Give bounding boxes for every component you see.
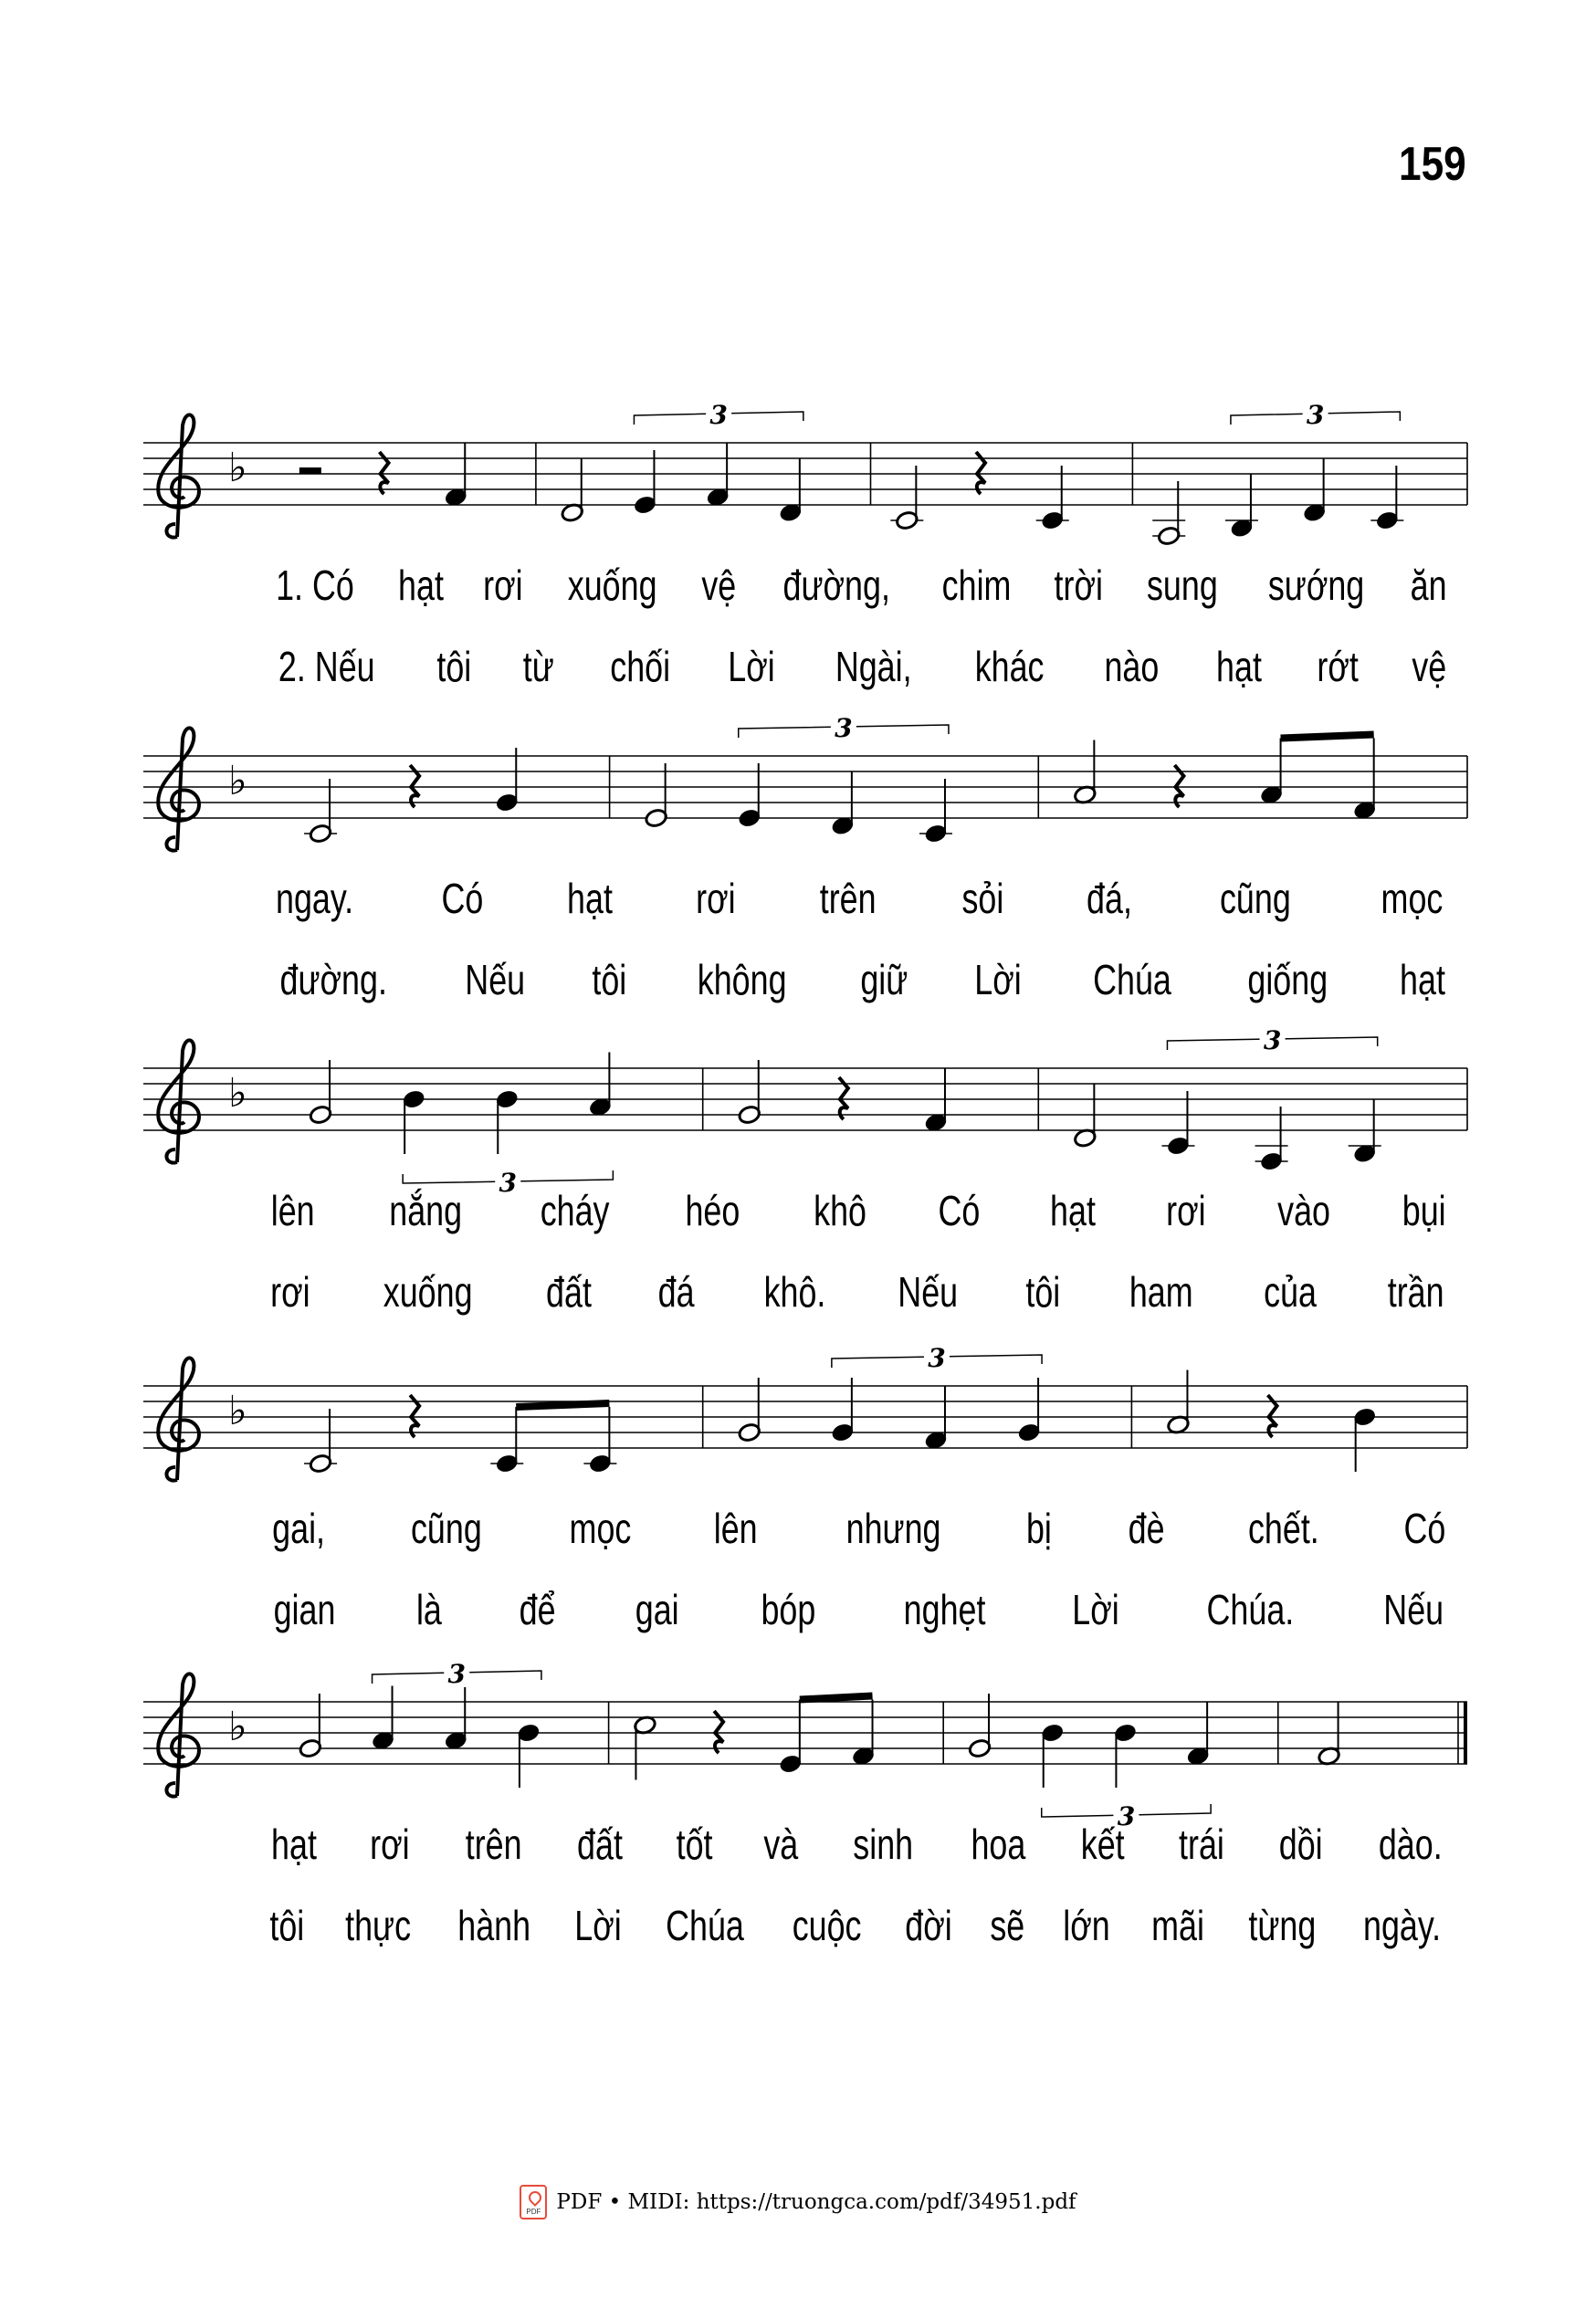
lyric-line-verse-2 — [265, 641, 1452, 692]
lyric-word: để — [519, 1586, 556, 1633]
lyric-line-verse-2 — [265, 1266, 1452, 1317]
staff-system — [143, 1656, 1467, 1831]
lyric-word: từ — [522, 643, 554, 690]
lyric-word: xuống — [567, 561, 657, 609]
triplet-number: 3 — [928, 1343, 946, 1373]
lyric-word: sung — [1147, 561, 1218, 609]
lyric-word: không — [698, 956, 788, 1003]
triplet-number: 3 — [447, 1659, 466, 1689]
lyric-word: đường. — [279, 956, 387, 1003]
lyric-word: khô. — [763, 1268, 825, 1316]
lyric-word: vệ — [700, 561, 736, 609]
flat-key-signature-icon: ♭ — [228, 1070, 247, 1117]
treble-clef-icon — [158, 1358, 199, 1480]
lyric-word: rơi — [1166, 1187, 1206, 1234]
staff-system — [143, 1340, 1467, 1481]
lyric-word: giống — [1247, 956, 1328, 1003]
lyric-word: dào. — [1379, 1821, 1444, 1868]
lyric-line-verse-2 — [265, 1584, 1452, 1635]
eighth-beam — [1281, 735, 1374, 739]
lyric-word: bóp — [761, 1586, 816, 1633]
lyric-word: tôi — [1025, 1268, 1061, 1316]
triplet-number: 3 — [499, 1168, 518, 1198]
lyric-word: từng — [1247, 1902, 1316, 1949]
lyric-word: vệ — [1412, 643, 1447, 690]
lyric-word: mọc — [569, 1505, 632, 1552]
lyric-word: nhưng — [845, 1505, 941, 1552]
lyric-word: gian — [273, 1586, 336, 1633]
lyric-word: Ngài, — [835, 643, 912, 690]
lyric-word: đường, — [782, 561, 890, 609]
lyric-word: 2. Nếu — [278, 643, 375, 690]
lyric-word: cuộc — [792, 1902, 862, 1949]
lyric-word: cũng — [411, 1505, 482, 1552]
footer — [0, 2185, 1596, 2219]
lyric-word: hạt — [1216, 643, 1263, 690]
lyric-word: đời — [904, 1902, 952, 1949]
lyric-word: mãi — [1150, 1902, 1204, 1949]
lyric-word: trên — [465, 1821, 522, 1868]
flat-key-signature-icon: ♭ — [228, 445, 247, 491]
half-rest-icon — [299, 467, 321, 474]
lyric-line-verse-1 — [265, 1819, 1452, 1870]
lyric-word: rơi — [270, 1268, 310, 1316]
pdf-midi-link[interactable]: PDF • MIDI: https://truongca.com/pdf/34951.pdf — [556, 2190, 1076, 2214]
lyric-word: chết. — [1248, 1505, 1320, 1552]
lyric-word: hoa — [971, 1821, 1026, 1868]
lyric-word: Chúa. — [1206, 1586, 1295, 1633]
lyric-line-verse-1 — [265, 873, 1452, 924]
lyric-word: giữ — [860, 956, 908, 1003]
lyric-word: lớn — [1063, 1902, 1110, 1949]
lyric-word: Có — [1403, 1505, 1446, 1552]
lyric-word: đất — [577, 1821, 624, 1868]
triplet-number: 3 — [1117, 1801, 1136, 1831]
staff-system — [143, 397, 1467, 546]
flat-key-signature-icon: ♭ — [228, 1704, 247, 1750]
eighth-beam — [800, 1696, 873, 1700]
lyric-word: nào — [1104, 643, 1160, 690]
lyric-word: tôi — [436, 643, 471, 690]
triplet-number: 3 — [1306, 400, 1325, 430]
lyric-word: trái — [1179, 1821, 1225, 1868]
lyric-word: tôi — [592, 956, 627, 1003]
lyric-word: mọc — [1381, 875, 1444, 922]
lyric-word: tôi — [269, 1902, 305, 1949]
lyric-word: xuống — [383, 1268, 473, 1316]
lyric-word: hạt — [271, 1821, 317, 1868]
lyric-word: là — [415, 1586, 442, 1633]
lyric-word: hành — [457, 1902, 530, 1949]
lyric-word: hạt — [1399, 956, 1445, 1003]
treble-clef-icon — [158, 414, 199, 537]
lyric-word: của — [1264, 1268, 1318, 1316]
lyric-word: sẽ — [990, 1902, 1025, 1949]
lyric-line-verse-2 — [265, 954, 1452, 1005]
lyric-word: sỏi — [961, 875, 1003, 922]
lyric-word: sướng — [1268, 561, 1365, 609]
treble-clef-icon — [158, 1674, 199, 1796]
lyric-word: rớt — [1317, 643, 1359, 690]
staff-system — [143, 710, 1467, 851]
lyric-line-verse-1 — [265, 560, 1452, 611]
lyric-line-verse-2 — [265, 1900, 1452, 1951]
lyric-word: bị — [1025, 1505, 1052, 1552]
lyric-word: đá, — [1087, 875, 1133, 922]
lyric-word: vào — [1276, 1187, 1330, 1234]
lyric-word: và — [763, 1821, 799, 1868]
lyric-word: khác — [974, 643, 1045, 690]
lyric-line-verse-1 — [265, 1503, 1452, 1554]
pdf-file-icon[interactable] — [520, 2185, 547, 2219]
lyric-word: đè — [1129, 1505, 1165, 1552]
treble-clef-icon — [158, 728, 199, 850]
treble-clef-icon — [158, 1040, 199, 1162]
lyric-word: trời — [1054, 561, 1104, 609]
lyric-word: hạt — [566, 875, 613, 922]
lyric-word: Nếu — [897, 1268, 958, 1316]
lyric-word: lên — [270, 1187, 315, 1234]
lyric-word: rơi — [695, 875, 736, 922]
lyric-word: thực — [345, 1902, 412, 1949]
lyric-word: Lời — [974, 956, 1023, 1003]
lyric-word: cháy — [540, 1187, 610, 1234]
lyric-word: nghẹt — [903, 1586, 986, 1633]
lyric-word: hạt — [1050, 1187, 1097, 1234]
lyric-word: chim — [941, 561, 1012, 609]
lyric-word: đá — [657, 1268, 695, 1316]
lyric-word: Chúa — [1093, 956, 1172, 1003]
page-number: 159 — [1399, 138, 1466, 191]
lyric-word: héo — [685, 1187, 740, 1234]
lyric-word: Lời — [1072, 1586, 1119, 1633]
lyric-word: ham — [1129, 1268, 1193, 1316]
lyric-word: Nếu — [1382, 1586, 1444, 1633]
lyric-word: Chúa — [666, 1902, 745, 1949]
lyric-word: 1. Có — [276, 561, 354, 609]
triplet-number: 3 — [709, 400, 728, 430]
lyric-line-verse-1 — [265, 1185, 1452, 1236]
lyric-word: ngay. — [276, 875, 354, 922]
lyric-word: đất — [546, 1268, 593, 1316]
lyric-word: tốt — [676, 1821, 713, 1868]
eighth-beam — [516, 1403, 609, 1407]
triplet-number: 3 — [835, 713, 853, 743]
lyric-word: kết — [1081, 1821, 1126, 1868]
lyric-word: Lời — [574, 1902, 622, 1949]
lyric-word: hạt — [398, 561, 445, 609]
lyric-word: trần — [1387, 1268, 1444, 1316]
flat-key-signature-icon: ♭ — [228, 758, 247, 804]
lyric-word: gai — [635, 1586, 679, 1633]
lyric-word: cũng — [1220, 875, 1292, 922]
lyric-word: ngày. — [1362, 1902, 1441, 1949]
lyric-word: Lời — [728, 643, 775, 690]
lyric-word: lên — [714, 1505, 759, 1552]
lyric-word: Có — [441, 875, 484, 922]
flat-key-signature-icon: ♭ — [228, 1388, 247, 1434]
lyric-word: rơi — [370, 1821, 410, 1868]
lyric-word: khô — [813, 1187, 866, 1234]
lyric-word: sinh — [853, 1821, 914, 1868]
lyric-word: gai, — [272, 1505, 326, 1552]
lyric-word: Có — [938, 1187, 981, 1234]
pdf-icon-label: PDF — [526, 2208, 541, 2216]
lyric-word: chối — [609, 643, 670, 690]
lyric-word: nắng — [389, 1187, 463, 1234]
staff-system — [143, 1023, 1467, 1198]
lyric-word: ăn — [1410, 561, 1447, 609]
triplet-number: 3 — [1263, 1025, 1282, 1055]
lyric-word: bụi — [1402, 1187, 1446, 1234]
lyric-word: dồi — [1278, 1821, 1323, 1868]
lyric-word: trên — [820, 875, 877, 922]
lyric-word: rơi — [482, 561, 523, 609]
lyric-word: Nếu — [464, 956, 525, 1003]
